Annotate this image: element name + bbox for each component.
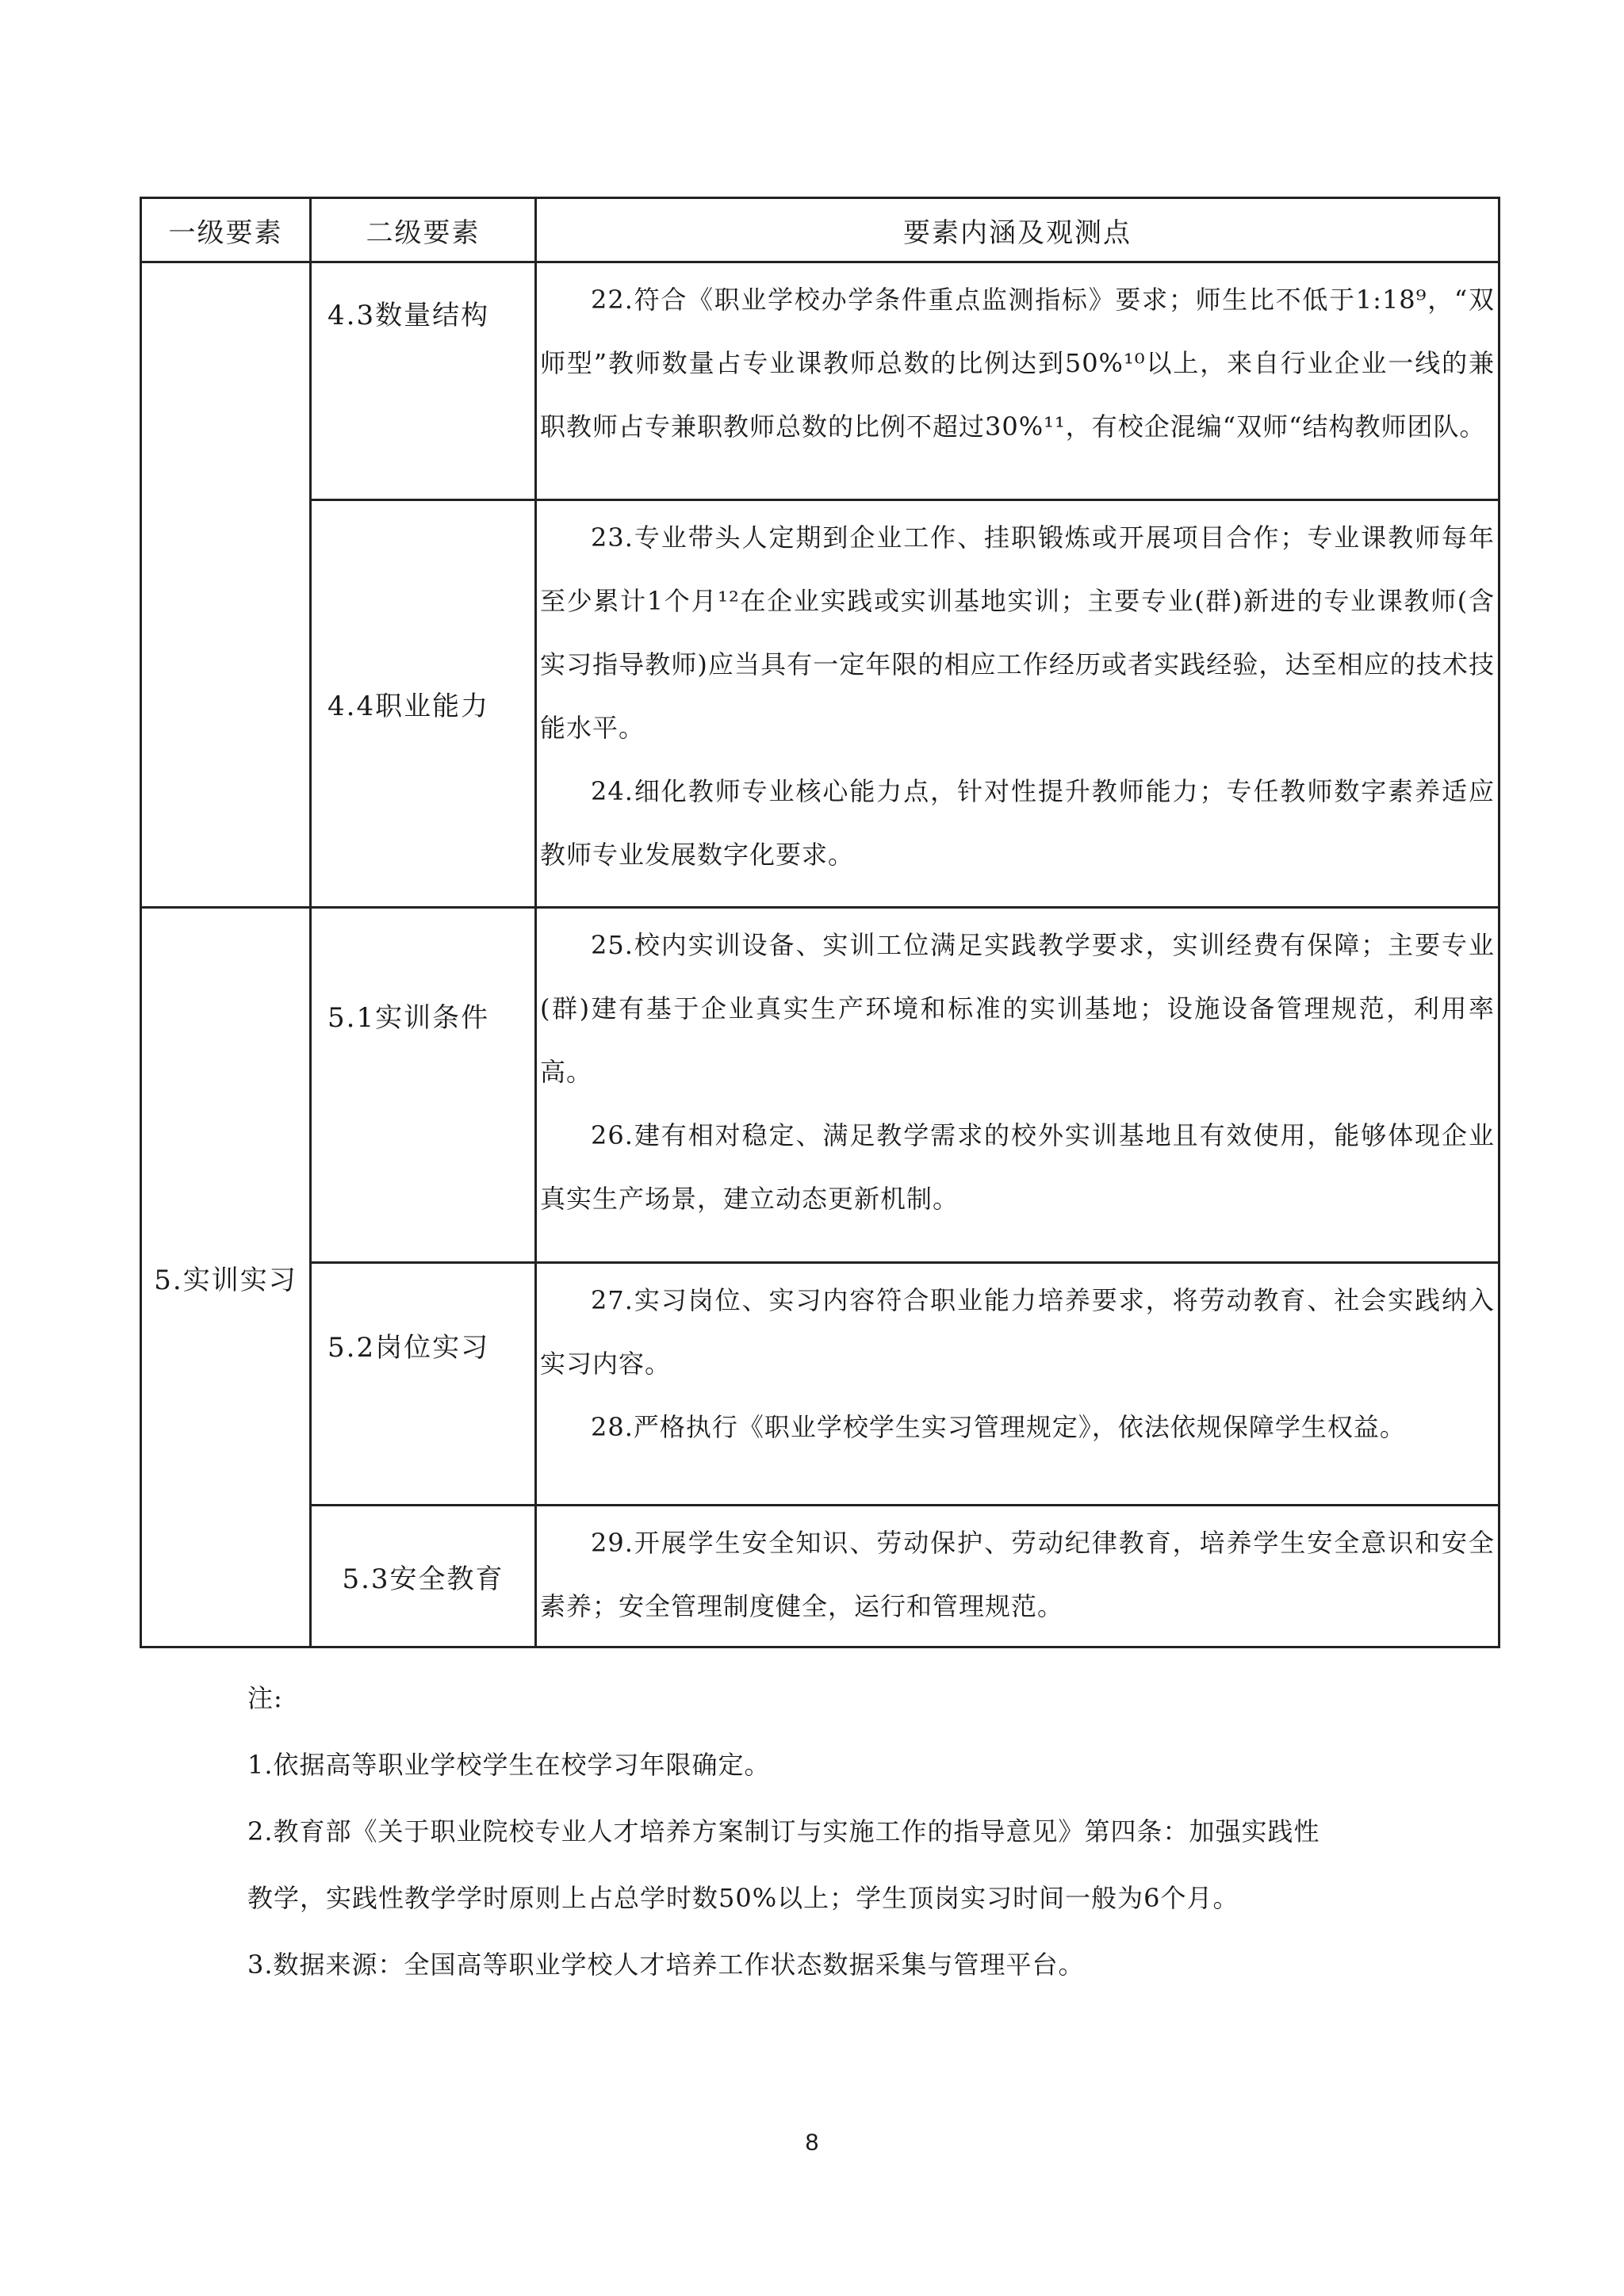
level2-cell: 5.1实训条件	[311, 908, 536, 1263]
table-row	[141, 908, 1500, 1263]
content-cell	[536, 908, 1500, 1263]
table-row	[141, 1506, 1500, 1647]
table-header-row	[141, 198, 1500, 262]
content-cell	[536, 262, 1500, 500]
header-level1: 一级要素	[141, 198, 311, 262]
page-number: 8	[805, 2130, 819, 2156]
observation-point: 29.开展学生安全知识、劳动保护、劳动纪律教育，培养学生安全意识和安全素养；安全管理制度健全，运行和管理规范。	[540, 1528, 1495, 1621]
notes-section	[247, 1665, 1437, 1998]
header-content: 要素内涵及观测点	[536, 198, 1500, 262]
observation-point: 23.专业带头人定期到企业工作、挂职锻炼或开展项目合作；专业课教师每年至少累计1个月¹²在企业实践或实训基地实训；主要专业(群)新进的专业课教师(含实习指导教师)应当具有一定年限的相应工作经历或者实践经验，达至相应的技术技能水平。	[540, 522, 1495, 743]
note-line: 1.依据高等职业学校学生在校学习年限确定。	[247, 1750, 771, 1780]
observation-point: 22.符合《职业学校办学条件重点监测指标》要求；师生比不低于1:18⁹，“双师型”教师数量占专业课教师总数的比例达到50%¹⁰以上，来自行业企业一线的兼职教师占专兼职教师总数的比例不超过30%¹¹，有校企混编“双师“结构教师团队。	[540, 285, 1495, 442]
level1-cell-empty	[141, 262, 311, 908]
note-line: 3.数据来源：全国高等职业学校人才培养工作状态数据采集与管理平台。	[247, 1950, 1085, 1980]
observation-point: 27.实习岗位、实习内容符合职业能力培养要求，将劳动教育、社会实践纳入实习内容。	[540, 1285, 1495, 1379]
observation-point: 26.建有相对稳定、满足教学需求的校外实训基地且有效使用，能够体现企业真实生产场景，建立动态更新机制。	[540, 1120, 1495, 1214]
table-row	[141, 500, 1500, 908]
observation-point: 28.严格执行《职业学校学生实习管理规定》，依法依规保障学生权益。	[591, 1412, 1406, 1442]
evaluation-table	[140, 197, 1500, 1648]
content-cell	[536, 1263, 1500, 1506]
content-cell	[536, 1506, 1500, 1647]
level2-cell: 4.3数量结构	[311, 262, 536, 500]
level2-cell: 5.3安全教育	[311, 1506, 536, 1647]
level1-cell: 5.实训实习	[141, 908, 311, 1647]
content-cell	[536, 500, 1500, 908]
observation-point: 24.细化教师专业核心能力点，针对性提升教师能力；专任教师数字素养适应教师专业发展数字化要求。	[540, 776, 1495, 870]
level2-cell: 4.4职业能力	[311, 500, 536, 908]
note-line: 2.教育部《关于职业院校专业人才培养方案制订与实施工作的指导意见》第四条：加强实践性	[247, 1816, 1320, 1846]
note-line: 教学，实践性教学学时原则上占总学时数50%以上；学生顶岗实习时间一般为6个月。	[247, 1883, 1239, 1913]
observation-point: 25.校内实训设备、实训工位满足实践教学要求，实训经费有保障；主要专业(群)建有基于企业真实生产环境和标准的实训基地；设施设备管理规范，利用率高。	[540, 930, 1495, 1087]
header-level2: 二级要素	[311, 198, 536, 262]
table-row	[141, 1263, 1500, 1506]
level2-cell: 5.2岗位实习	[311, 1263, 536, 1506]
notes-title: 注:	[247, 1683, 283, 1713]
table-row	[141, 262, 1500, 500]
